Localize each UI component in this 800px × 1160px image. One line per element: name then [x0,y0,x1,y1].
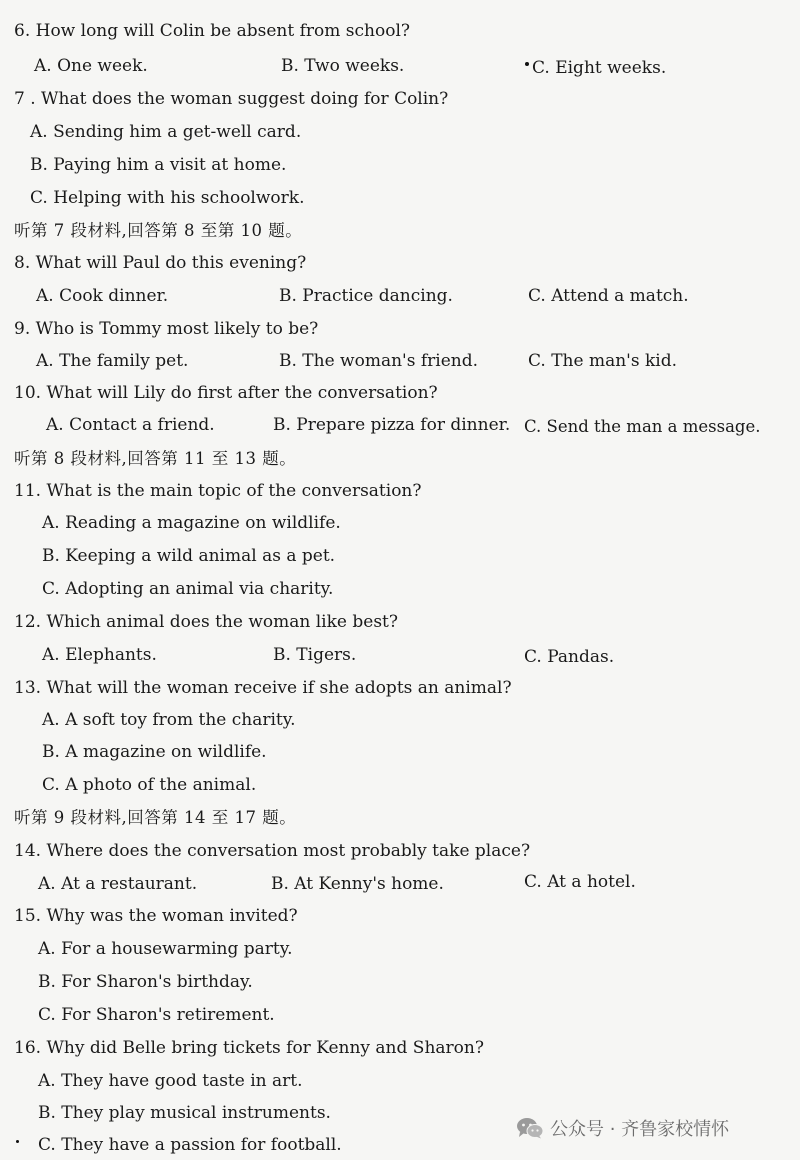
q15-option-a: A. For a housewarming party. [38,939,293,959]
q10-option-c: C. Send the man a message. [524,417,761,436]
question-9: 9. Who is Tommy most likely to be? [14,319,319,339]
q8-option-a: A. Cook dinner. [36,286,169,306]
q12-option-b: B. Tigers. [273,645,357,665]
section-heading-7: 听第 7 段材料,回答第 8 至第 10 题。 [14,221,303,240]
q9-option-a: A. The family pet. [36,351,189,371]
q11-option-c: C. Adopting an animal via charity. [42,579,334,599]
q7-option-a: A. Sending him a get-well card. [30,122,302,142]
q9-option-b: B. The woman's friend. [279,351,478,371]
q9-option-c: C. The man's kid. [528,351,677,371]
q13-option-c: C. A photo of the animal. [42,775,257,795]
q6-option-a: A. One week. [34,56,148,76]
q16-option-b: B. They play musical instruments. [38,1103,331,1123]
q15-option-b: B. For Sharon's birthday. [38,972,253,992]
q12-option-c: C. Pandas. [524,647,615,667]
q7-option-c: C. Helping with his schoolwork. [30,188,305,208]
q11-option-b: B. Keeping a wild animal as a pet. [42,546,336,566]
q8-option-b: B. Practice dancing. [279,286,453,306]
q11-option-a: A. Reading a magazine on wildlife. [42,513,341,533]
q15-option-c: C. For Sharon's retirement. [38,1005,275,1025]
watermark-text: 公众号 · 齐鲁家校情怀 [550,1119,730,1140]
q14-option-b: B. At Kenny's home. [271,874,444,894]
q12-option-a: A. Elephants. [42,645,157,665]
question-11: 11. What is the main topic of the conversation? [14,481,422,501]
q14-option-c: C. At a hotel. [524,872,636,892]
q6-option-c: C. Eight weeks. [532,58,667,78]
question-14: 14. Where does the conversation most probably take place? [14,841,531,861]
q16-option-a: A. They have good taste in art. [38,1071,303,1091]
question-10: 10. What will Lily do first after the conversation? [14,383,438,403]
question-7: 7 . What does the woman suggest doing for Colin? [14,89,449,109]
answer-mark-dot [16,1140,19,1143]
q16-option-c: C. They have a passion for football. [38,1135,342,1155]
section-heading-9: 听第 9 段材料,回答第 14 至 17 题。 [14,808,297,827]
wechat-icon [516,1117,544,1139]
section-heading-8: 听第 8 段材料,回答第 11 至 13 题。 [14,449,297,468]
answer-mark-dot [525,62,529,66]
watermark [516,1115,729,1141]
question-12: 12. Which animal does the woman like best? [14,612,398,632]
q10-option-a: A. Contact a friend. [46,415,215,435]
q10-option-b: B. Prepare pizza for dinner. [273,415,511,435]
question-15: 15. Why was the woman invited? [14,906,298,926]
q6-option-b: B. Two weeks. [281,56,405,76]
q8-option-c: C. Attend a match. [528,286,689,306]
question-8: 8. What will Paul do this evening? [14,253,307,273]
q14-option-a: A. At a restaurant. [38,874,198,894]
q13-option-b: B. A magazine on wildlife. [42,742,267,762]
question-16: 16. Why did Belle bring tickets for Kenny and Sharon? [14,1038,484,1058]
question-13: 13. What will the woman receive if she adopts an animal? [14,678,512,698]
q7-option-b: B. Paying him a visit at home. [30,155,287,175]
question-6: 6. How long will Colin be absent from school? [14,21,411,41]
q13-option-a: A. A soft toy from the charity. [42,710,296,730]
